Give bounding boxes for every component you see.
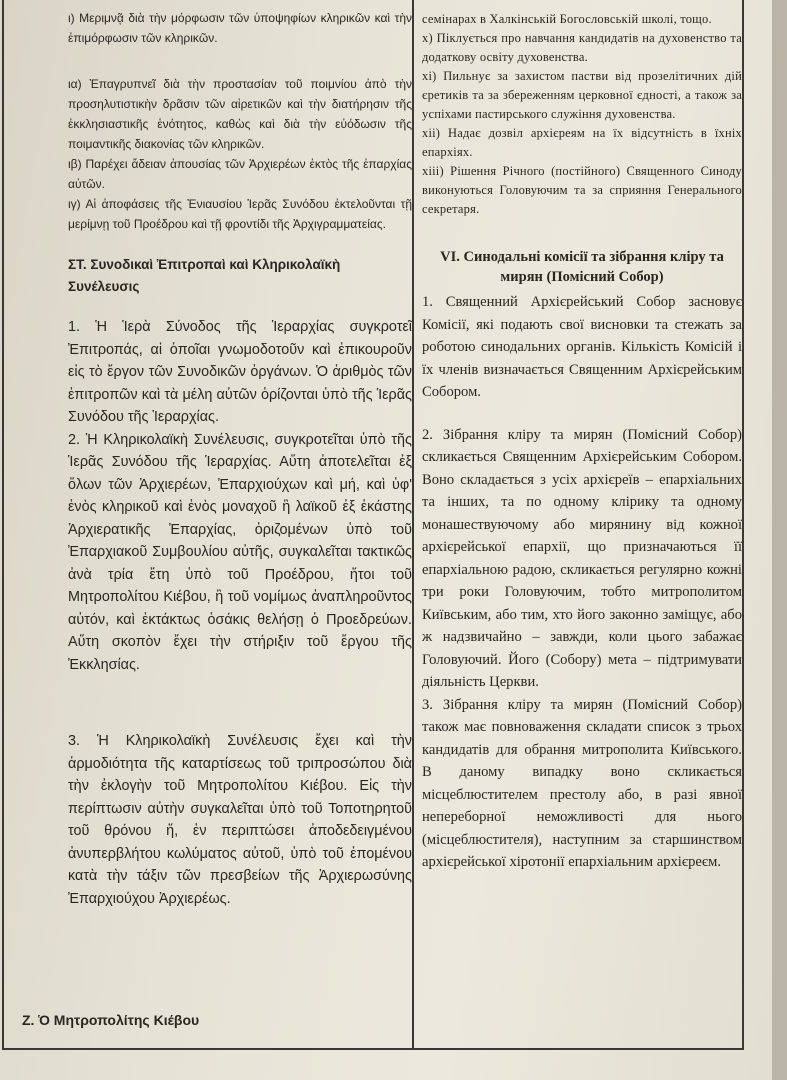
greek-item-ig: ιγ) Αἱ ἀποφάσεις τῆς Ἐνιαυσίου Ἱερᾶς Συνόδου ἐκτελοῦνται τῇ μερίμνῃ τοῦ Προέδρου καὶ τῇ φροντίδι τῆς Ἀρχιγραμματείας.	[68, 197, 412, 231]
ukrainian-paragraph-3: 3. Зібрання кліру та мирян (Помісний Собор) також має повноваження складати список з трьох кандидатів для обрання митрополита Київського. В даному випадку воно скликається місцеблюстителем престолу або, в разі явної непереборної неможливості для нього (місцеблюстителя), наступним за старшинством архієрейської хіротонії епархіальним архієреєм.	[422, 696, 742, 870]
column-divider	[412, 0, 414, 1050]
greek-paragraph-3: 3. Ἡ Κληρικολαϊκὴ Συνέλευσις ἔχει καὶ τὴν ἁρμοδιότητα τῆς καταρτίσεως τοῦ τριπροσώπου διὰ τὴν ἐκλογὴν τοῦ Μητροπολίτου Κιέβου. Εἰς τὴν περίπτωσιν αὐτὴν συγκαλεῖται ὑπὸ τοῦ Τοποτηρητοῦ τοῦ θρόνου ἤ, ἐν περιπτώσει ἀποδεδειγμένου ἀνυπερβλήτου κωλύματος αὐτοῦ, ὑπὸ τοῦ ἑπομένου κατὰ τὴν τάξιν τῶν πρεσβείων τῆς Ἀρχιερωσύνης Ἐπαρχιούχου Ἀρχιερέως.	[68, 733, 412, 907]
section-z-heading: Ζ. Ὁ Μητροπολίτης Κιέβου	[22, 1012, 200, 1028]
greek-paragraph-2: 2. Ἡ Κληρικολαϊκὴ Συνέλευσις, συγκροτεῖται ὑπὸ τῆς Ἱερᾶς Συνόδου τῆς Ἱεραρχίας. Αὕτη ἀποτελεῖται ἐξ ὅλων τῶν Ἀρχιερέων, Ἐπαρχιούχων καὶ μή, καὶ ὑφ' ἑνὸς κληρικοῦ καὶ ἑνὸς μοναχοῦ ἢ λαϊκοῦ ἐξ ἑκάστης Ἀρχιερατικῆς Ἐπαρχίας, ὁριζομένων ὑπὸ τοῦ Ἐπαρχιακοῦ Συμβουλίου αὐτῆς, συγκαλεῖται τακτικῶς ἀνὰ τρία ἔτη ὑπὸ τοῦ Προέδρου, ἤτοι τοῦ Μητροπολίτου Κιέβου, ἢ τοῦ νομίμως ἀναπληροῦντος αὐτόν, καὶ ἐκτάκτως ὁσάκις θελήσῃ ὁ Προεδρεύων. Αὕτη σκοπὸν ἔχει τὴν στήριξιν τοῦ ἔργου τῆς Ἐκκλησίας.	[68, 431, 412, 673]
bilingual-table	[2, 0, 744, 1050]
ukrainian-item-xiii: хііі) Рішення Річного (постійного) Священного Синоду виконуються Головуючим та за сприяння Генерального секретаря.	[422, 164, 742, 216]
ukrainian-item-x: х) Піклується про навчання кандидатів на духовенство та додаткову освіту духовенства.	[422, 31, 742, 64]
greek-item-ib: ιβ) Παρέχει ἄδειαν ἀπουσίας τῶν Ἀρχιερέων ἐκτὸς τῆς ἐπαρχίας αὐτῶν.	[68, 157, 412, 191]
ukrainian-item-xi: хі) Пильнує за захистом пастви від прозелітичних дій єретиків та за збереженням церковної єдності, а також за успіхами пастирського служіння духовенства.	[422, 69, 742, 121]
greek-section-heading: ΣΤ. Συνοδικαὶ Ἐπιτροπαὶ καὶ Κληρικολαϊκὴ Συνέλευσις	[68, 257, 341, 294]
ukrainian-paragraph-1: 1. Священний Архієрейський Собор засновує Комісії, які подають свої висновки та стежать за роботою синодальних органів. Кількість Комісій і їх членів визначається Священним Архієрейським Собором.	[422, 294, 742, 400]
greek-column	[68, 12, 412, 910]
ukrainian-section-heading: VI. Синодальні комісії та зібрання кліру та мирян (Помісний Собор)	[440, 249, 724, 285]
greek-paragraph-1: 1. Ἡ Ἱερὰ Σύνοδος τῆς Ἱεραρχίας συγκροτεῖ Ἐπιτροπάς, αἱ ὁποῖαι γνωμοδοτοῦν καὶ ἐπικουροῦν εἰς τὸ ἔργον τῶν Συνοδικῶν ὀργάνων. Ὁ ἀριθμὸς τῶν ἐπιτροπῶν καὶ τὰ μέλη αὐτῶν ὁρίζονται ὑπὸ τῆς Ἱερᾶς Συνόδου τῆς Ἱεραρχίας.	[68, 319, 412, 425]
greek-item-i: ι) Μεριμνᾷ διὰ τὴν μόρφωσιν τῶν ὑποψηφίων κληρικῶν καὶ τὴν ἐπιμόρφωσιν τῶν κληρικῶν.	[68, 11, 412, 45]
ukrainian-item-xii: хіі) Надає дозвіл архієреям на їх відсутність в їхніх епархіях.	[422, 126, 742, 159]
ukrainian-continuation: семінарах в Халкінській Богословській школі, тощо.	[422, 12, 712, 26]
greek-item-ia: ια) Ἐπαγρυπνεῖ διὰ τὴν προστασίαν τοῦ ποιμνίου ἀπὸ τὴν προσηλυτιστικὴν δρᾶσιν τῶν αἱρετικῶν καὶ τὴν διατήρησιν τῆς ἐκκλησιαστικῆς ἑνότητος, καθὼς καὶ διὰ τὴν εὐόδωσιν τῆς ποιμαντικῆς διακονίας τῶν κληρικῶν.	[68, 77, 412, 151]
ukrainian-paragraph-2: 2. Зібрання кліру та мирян (Помісний Собор) скликається Священним Архієрейським Собором. Воно складається з усіх архієреїв – епархіальних та інших, та по одному клірику та одному монашествуючому або мирянину від кожної архієрейської епархії, що призначаються її епархіальною радою, скликається регулярно кожні три роки Головуючим, тобто митрополитом Київським, або тим, хто його законно заміщує, або ж надзвичайно – завжди, коли цього забажає Головуючий. Його (Собору) мета – підтримувати діяльність Церкви.	[422, 426, 742, 690]
ukrainian-column	[422, 12, 742, 874]
